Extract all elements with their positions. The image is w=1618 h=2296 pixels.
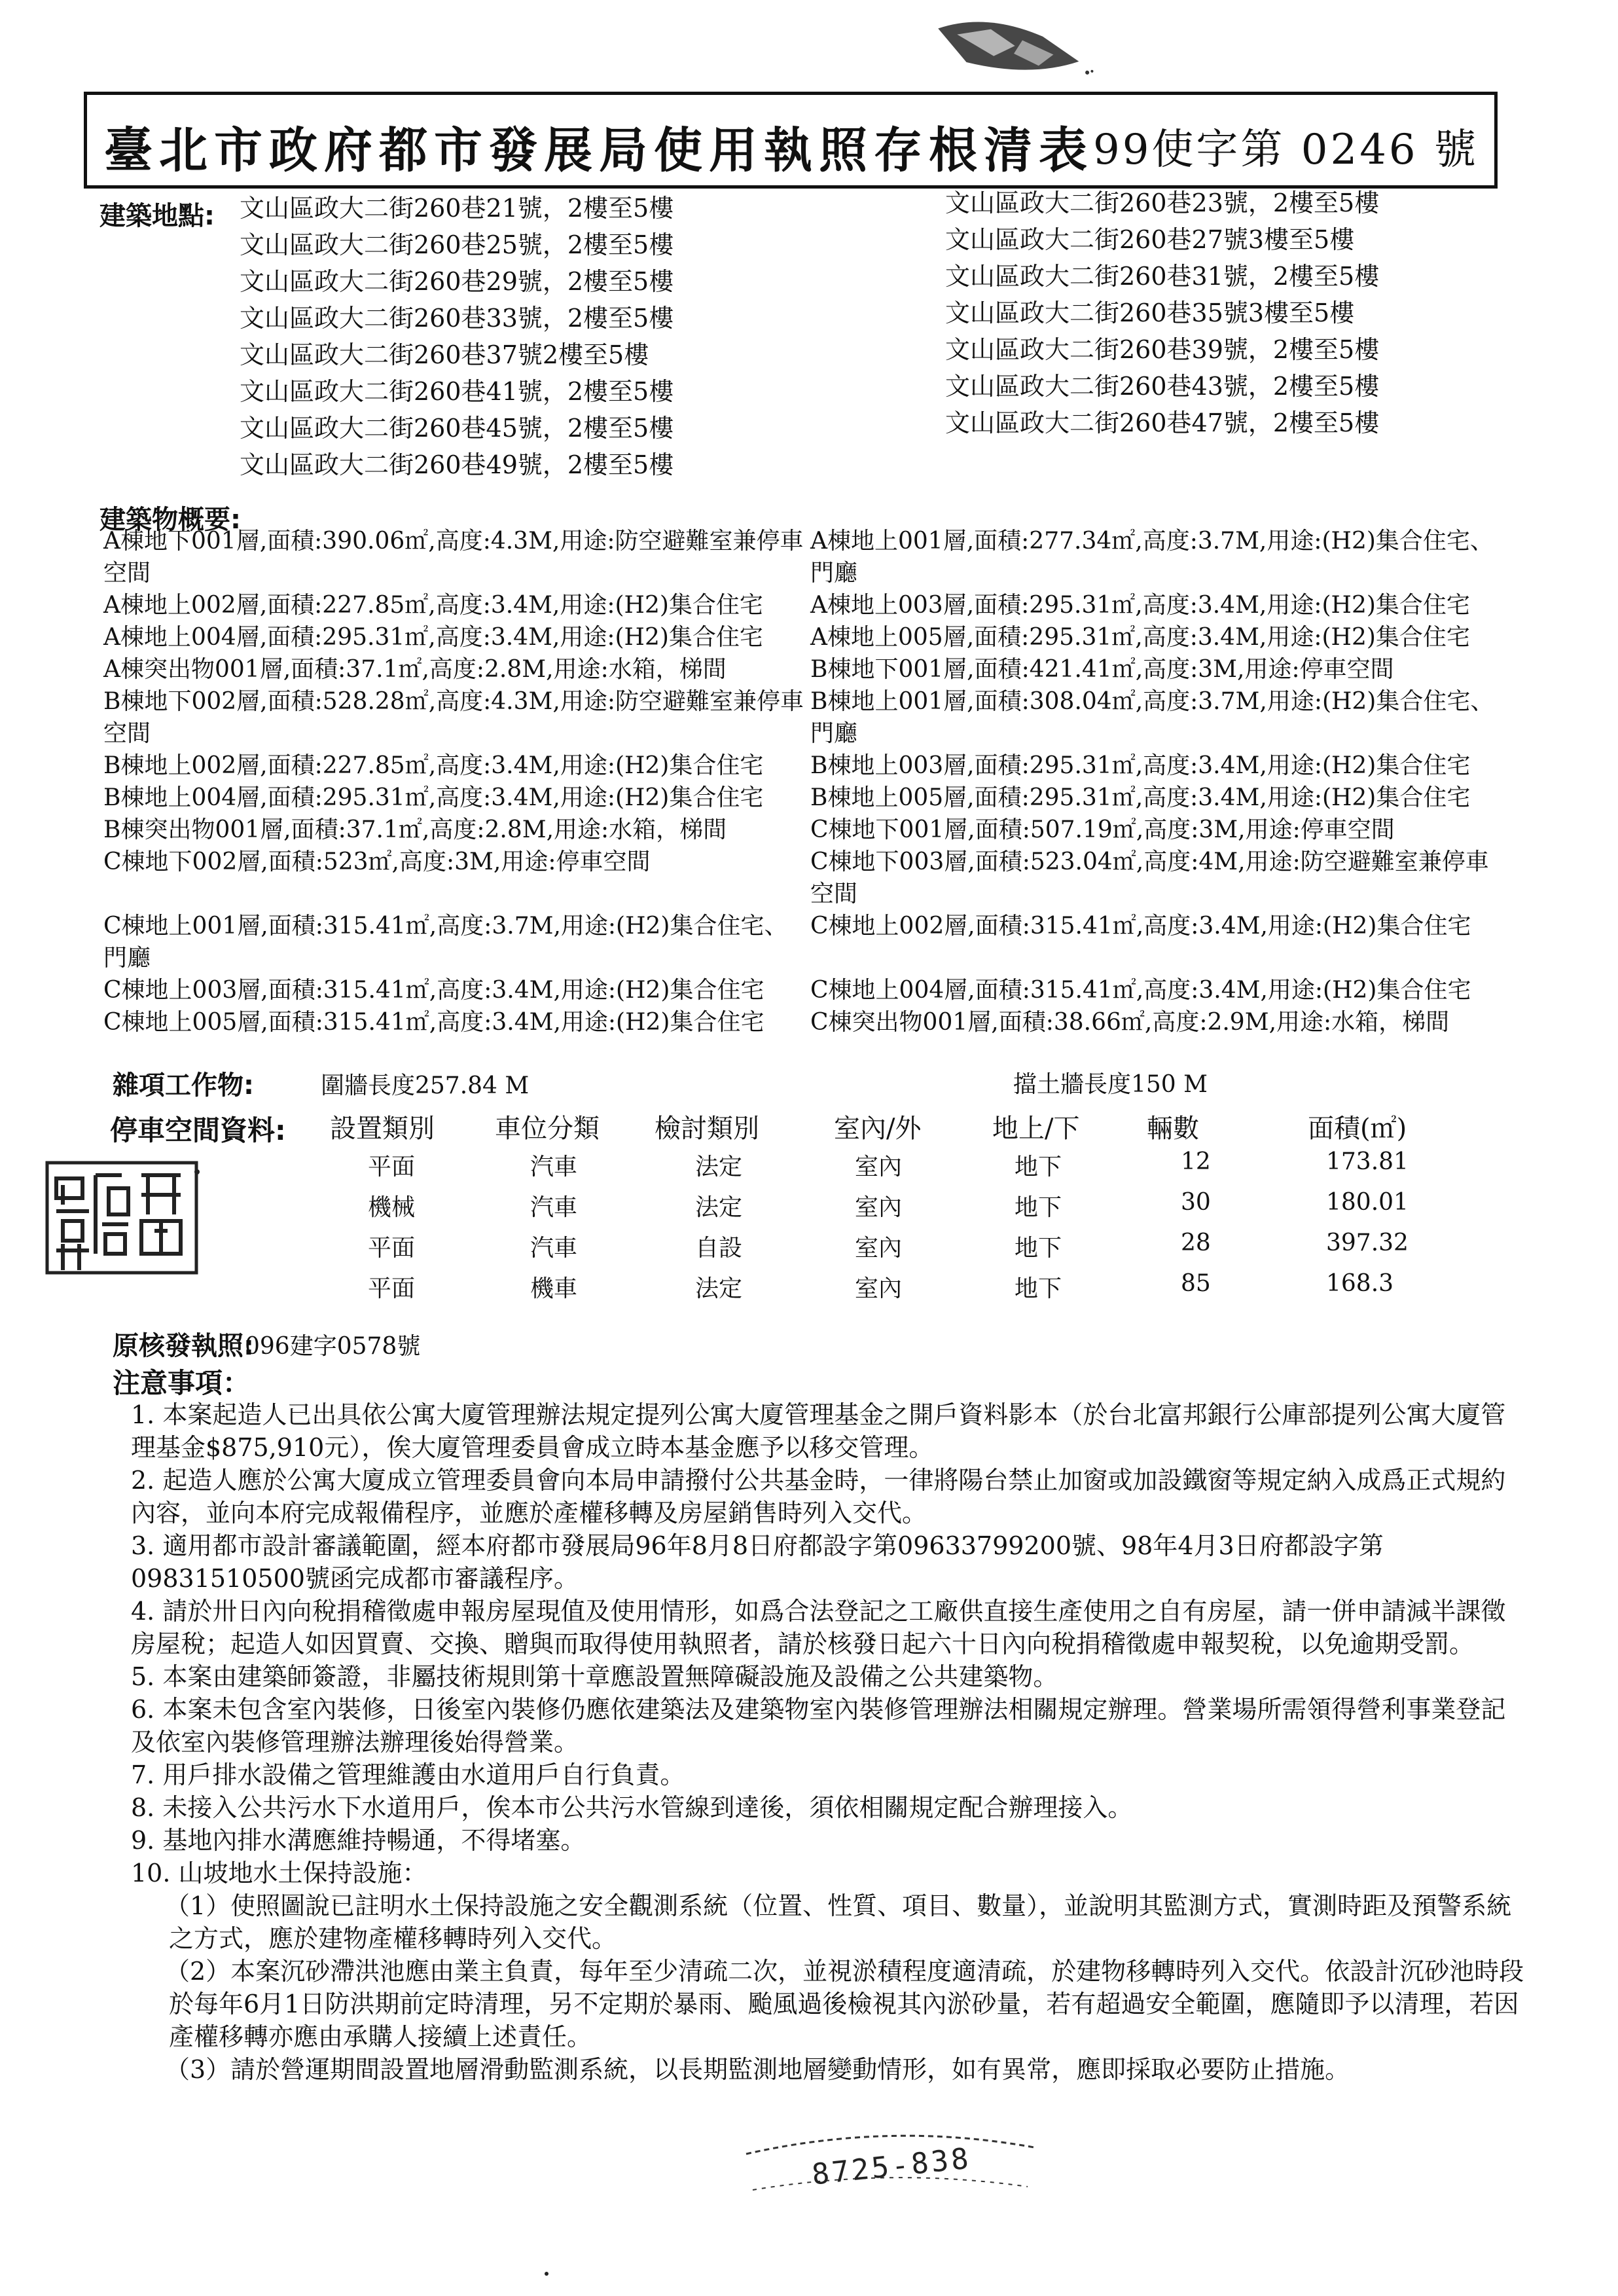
address-item: 文山區政大二街260巷45號，2樓至5樓 (240, 414, 674, 443)
table-cell: 12 (1181, 1148, 1211, 1175)
table-cell: 室內 (855, 1154, 903, 1180)
building-floor-entry: A棟地上004層,面積:295.31㎡,高度:3.4M,用途:(H2)集合住宅 (103, 624, 763, 651)
table-cell: 室內 (855, 1235, 903, 1262)
title-box (84, 92, 1498, 189)
address-item: 文山區政大二街260巷25號，2樓至5樓 (240, 230, 674, 259)
building-floor-entry: A棟地上005層,面積:295.31㎡,高度:3.4M,用途:(H2)集合住宅 (810, 624, 1470, 651)
address-list-right (945, 185, 1379, 441)
table-cell: 地下 (1015, 1275, 1062, 1302)
table-cell: 機車 (530, 1275, 578, 1302)
bottom-stamp-number: 8725-838 (810, 2141, 973, 2192)
building-floor-entry: B棟突出物001層,面積:37.1㎡,高度:2.8M,用途:水箱，梯間 (103, 816, 727, 843)
note-item: 7. 用戶排水設備之管理維護由水道用戶自行負責。 (131, 1760, 685, 1789)
address-list-left (240, 190, 674, 483)
table-cell: 28 (1181, 1230, 1211, 1256)
building-floor-entry: A棟地上003層,面積:295.31㎡,高度:3.4M,用途:(H2)集合住宅 (810, 592, 1470, 619)
note-sub-item: （1）使照圖說已註明水土保持設施之安全觀測系統（位置、性質、項目、數量），並說明其監測方式，實測時距及預警系統之方式，應於建物產權移轉時列入交代。 (165, 1891, 1512, 1953)
address-item: 文山區政大二街260巷27號3樓至5樓 (945, 225, 1355, 254)
address-label: 建築地點: (99, 201, 215, 231)
note-item: 8. 未接入公共污水下水道用戶，俟本市公共污水管線到達後，須依相關規定配合辦理接入。 (131, 1793, 1133, 1822)
document-title: 臺北市政府都市發展局使用執照存根清表 (104, 122, 1094, 179)
address-item: 文山區政大二街260巷35號3樓至5樓 (945, 299, 1355, 327)
table-cell: 地下 (1015, 1154, 1062, 1180)
table-cell: 室內 (855, 1275, 903, 1302)
note-item: 5. 本案由建築師簽證，非屬技術規則第十章應設置無障礙設施及設備之公共建築物。 (131, 1662, 1058, 1691)
building-overview-label: 建築物概要: (99, 505, 241, 535)
address-item: 文山區政大二街260巷29號，2樓至5樓 (240, 267, 674, 296)
building-floor-entry: C棟地下003層,面積:523.04㎡,高度:4M,用途:防空避難室兼停車空間 (810, 848, 1489, 907)
permit-number: 99使字第 0246 號 (1093, 126, 1479, 174)
table-cell: 法定 (695, 1194, 743, 1221)
table-cell: 平面 (368, 1275, 416, 1302)
table-cell: 平面 (368, 1235, 416, 1262)
building-floor-entry: B棟地上001層,面積:308.04㎡,高度:3.7M,用途:(H2)集合住宅、門廳 (810, 688, 1494, 747)
table-cell: 汽車 (530, 1194, 578, 1221)
building-floor-entry: A棟地下001層,面積:390.06㎡,高度:4.3M,用途:防空避難室兼停車空間 (103, 528, 804, 587)
header-cell: 室內/外 (834, 1114, 922, 1144)
table-cell: 397.32 (1326, 1230, 1409, 1256)
notes-label: 注意事項： (113, 1367, 251, 1399)
original-permit-number: 096建字0578號 (245, 1333, 421, 1360)
table-cell: 地下 (1015, 1235, 1062, 1262)
table-cell: 法定 (695, 1154, 743, 1180)
misc-works-row (113, 1065, 1487, 1101)
building-floor-entry: B棟地上005層,面積:295.31㎡,高度:3.4M,用途:(H2)集合住宅 (810, 784, 1471, 811)
building-floor-entry: C棟地下002層,面積:523㎡,高度:3M,用途:停車空間 (103, 848, 651, 875)
note-item: 1. 本案起造人已出具依公寓大廈管理辦法規定提列公寓大廈管理基金之開戶資料影本（於台北富邦銀行公庫部提列公寓大廈管理基金$875,910元），俟大廈管理委員會成立時本基金應予以移交管理。 (131, 1400, 1506, 1462)
note-item: 2. 起造人應於公寓大廈成立管理委員會向本局申請撥付公共基金時，一律將陽台禁止加窗或加設鐵窗等規定納入成爲正式規約內容，並向本府完成報備程序，並應於產權移轉及房屋銷售時列入交代。 (131, 1466, 1506, 1527)
building-floor-entry: C棟地上002層,面積:315.41㎡,高度:3.4M,用途:(H2)集合住宅 (810, 913, 1471, 939)
building-floor-entry: C棟地下001層,面積:507.19㎡,高度:3M,用途:停車空間 (810, 816, 1395, 843)
building-overview-grid (103, 525, 1504, 1038)
building-floor-entry: A棟地上001層,面積:277.34㎡,高度:3.7M,用途:(H2)集合住宅、門廳 (810, 528, 1494, 587)
building-floor-entry: B棟地上002層,面積:227.85㎡,高度:3.4M,用途:(H2)集合住宅 (103, 752, 764, 779)
parking-label: 停車空間資料: (110, 1114, 286, 1146)
table-cell: 汽車 (530, 1235, 578, 1262)
table-cell: 機械 (368, 1194, 416, 1221)
building-floor-entry: C棟突出物001層,面積:38.66㎡,高度:2.9M,用途:水箱，梯間 (810, 1009, 1450, 1036)
address-item: 文山區政大二街260巷49號，2樓至5樓 (240, 450, 674, 479)
address-item: 文山區政大二街260巷47號，2樓至5樓 (945, 409, 1380, 437)
table-cell: 平面 (368, 1154, 416, 1180)
building-floor-entry: B棟地下001層,面積:421.41㎡,高度:3M,用途:停車空間 (810, 656, 1394, 683)
note-item: 9. 基地內排水溝應維持暢通，不得堵塞。 (131, 1826, 586, 1855)
header-cell: 輛數 (1147, 1114, 1199, 1144)
address-item: 文山區政大二街260巷21號，2樓至5樓 (240, 194, 674, 223)
header-cell: 面積(㎡) (1308, 1114, 1407, 1144)
table-cell: 173.81 (1326, 1148, 1409, 1175)
note-item: 6. 本案未包含室內裝修，日後室內裝修仍應依建築法及建築物室內裝修管理辦法相關規定辦理。營業場所需領得營利事業登記及依室內裝修管理辦法辦理後始得營業。 (131, 1695, 1506, 1757)
header-cell: 車位分類 (495, 1114, 600, 1144)
note-item: 10. 山坡地水土保持設施： (131, 1859, 427, 1887)
building-floor-entry: C棟地上001層,面積:315.41㎡,高度:3.7M,用途:(H2)集合住宅、門廳 (103, 913, 788, 972)
table-cell: 法定 (695, 1275, 743, 1302)
building-floor-entry: B棟地上004層,面積:295.31㎡,高度:3.4M,用途:(H2)集合住宅 (103, 784, 764, 811)
address-item: 文山區政大二街260巷33號，2樓至5樓 (240, 304, 674, 333)
building-floor-entry: B棟地上003層,面積:295.31㎡,高度:3.4M,用途:(H2)集合住宅 (810, 752, 1471, 779)
misc-works-label: 雜項工作物: (113, 1070, 254, 1101)
building-floor-entry: A棟突出物001層,面積:37.1㎡,高度:2.8M,用途:水箱，梯間 (103, 656, 727, 683)
note-item: 3. 適用都市設計審議範圍，經本府都市發展局96年8月8日府都設字第09633799200號、98年4月3日府都設字第09831510500號函完成都市審議程序。 (131, 1531, 1384, 1593)
table-cell: 地下 (1015, 1194, 1062, 1221)
retaining-wall-length: 擋土牆長度150 M (1013, 1071, 1208, 1098)
table-cell: 85 (1181, 1270, 1211, 1297)
table-cell: 180.01 (1326, 1189, 1409, 1216)
header-cell: 檢討類別 (655, 1114, 759, 1144)
building-floor-entry: C棟地上005層,面積:315.41㎡,高度:3.4M,用途:(H2)集合住宅 (103, 1009, 764, 1036)
original-permit-label: 原核發執照: (113, 1331, 254, 1361)
note-item: 4. 請於卅日內向稅捐稽徵處申報房屋現值及使用情形，如爲合法登記之工廠供直接生產使用之自有房屋，請一併申請減半課徵房屋稅；起造人如因買賣、交換、贈與而取得使用執照者，請於核發日起六十日內向稅捐稽徵處申報契稅，以免逾期受罰。 (131, 1597, 1506, 1658)
table-cell: 室內 (855, 1194, 903, 1221)
address-item: 文山區政大二街260巷23號，2樓至5樓 (945, 189, 1380, 217)
building-floor-entry: C棟地上003層,面積:315.41㎡,高度:3.4M,用途:(H2)集合住宅 (103, 977, 764, 1004)
address-item: 文山區政大二街260巷31號，2樓至5樓 (945, 262, 1380, 291)
header-cell: 設置類別 (330, 1114, 435, 1144)
table-cell: 汽車 (530, 1154, 578, 1180)
address-item: 文山區政大二街260巷39號，2樓至5樓 (945, 335, 1380, 364)
building-floor-entry: A棟地上002層,面積:227.85㎡,高度:3.4M,用途:(H2)集合住宅 (103, 592, 763, 619)
notes-list (131, 1398, 1525, 2086)
address-item: 文山區政大二街260巷41號，2樓至5樓 (240, 377, 674, 406)
header-cell: 地上/下 (992, 1114, 1080, 1144)
address-item: 文山區政大二街260巷37號2樓至5樓 (240, 340, 649, 369)
building-floor-entry: C棟地上004層,面積:315.41㎡,高度:3.4M,用途:(H2)集合住宅 (810, 977, 1471, 1004)
fence-length: 圍牆長度257.84 M (321, 1072, 530, 1099)
note-sub-item: （2）本案沉砂滯洪池應由業主負責，每年至少清疏二次，並視淤積程度適清疏，於建物移轉時列入交代。依設計沉砂池時段於每年6月1日防洪期前定時清理，另不定期於暴雨、颱風過後檢視其內淤砂量，若有超過安全範圍，應隨即予以清理，若因產權移轉亦應由承購人接續上述責任。 (165, 1957, 1524, 2051)
scan-speck (545, 2272, 548, 2276)
top-seal-stamp (926, 1, 1104, 96)
building-floor-entry: B棟地下002層,面積:528.28㎡,高度:4.3M,用途:防空避難室兼停車空間 (103, 688, 804, 747)
note-sub-item: （3）請於營運期間設置地層滑動監測系統，以長期監測地層變動情形，如有異常，應即採取必要防止措施。 (165, 2055, 1350, 2084)
official-seal-stamp (43, 1159, 200, 1277)
table-cell: 30 (1181, 1189, 1211, 1216)
address-item: 文山區政大二街260巷43號，2樓至5樓 (945, 372, 1380, 401)
table-cell: 168.3 (1326, 1270, 1394, 1297)
table-cell: 自設 (695, 1235, 743, 1262)
